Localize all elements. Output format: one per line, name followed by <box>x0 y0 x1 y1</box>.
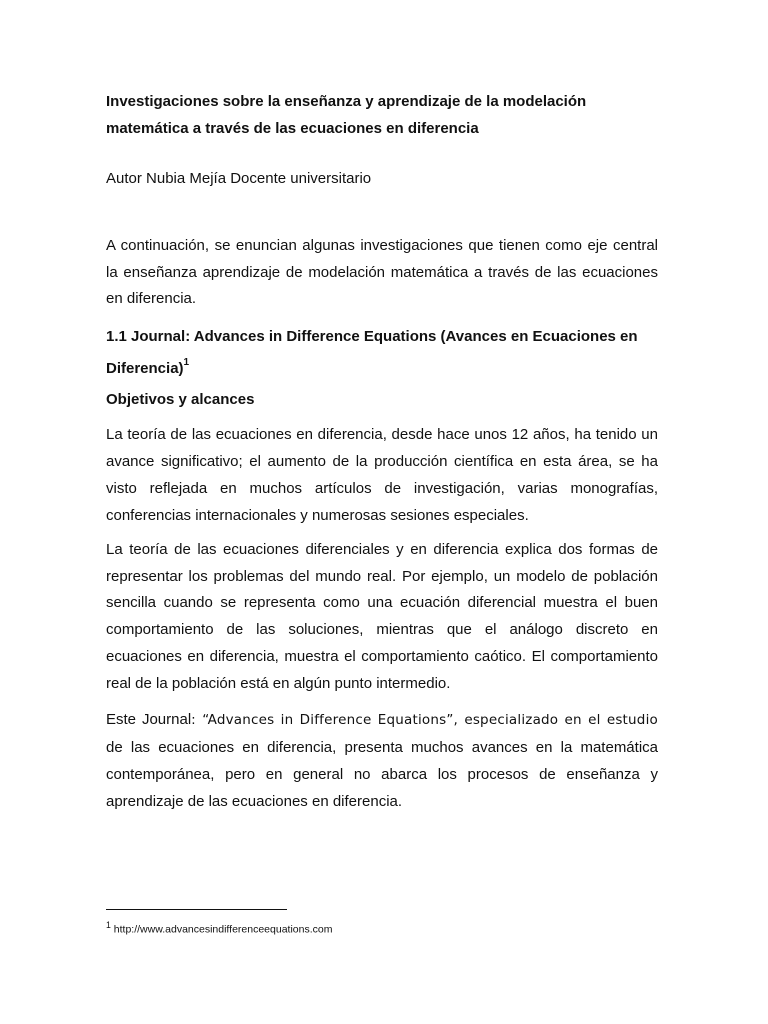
footnote-mark: 1 <box>106 920 111 930</box>
author-line: Autor Nubia Mejía Docente universitario <box>106 170 372 187</box>
body-paragraph-3 <box>106 706 658 815</box>
paragraph-3-quoted: : “Advances in Difference Equations”, especializado en el estudio <box>191 712 658 728</box>
section-heading-text: 1.1 Journal: Advances in Difference Equations (Avances en Ecuaciones en Diferencia) <box>106 328 638 377</box>
footnote <box>106 918 332 937</box>
intro-paragraph: A continuación, se enuncian algunas investigaciones que tienen como eje central la enseñanza aprendizaje de modelación matemática a través de las ecuaciones en diferencia. <box>106 237 658 307</box>
footnote-url-link[interactable]: http://www.advancesindifferenceequations.com <box>110 923 333 936</box>
document-title: Investigaciones sobre la enseñanza y aprendizaje de la modelación matemática a través de las ecuaciones en diferencia <box>106 93 587 137</box>
paragraph-3-lead: Este Journal <box>106 711 192 728</box>
body-paragraph-1: La teoría de las ecuaciones en diferencia, desde hace unos 12 años, ha tenido un avance significativo; el aumento de la producción científica en esta área, se ha visto reflejada en muchos artículos de investigación, varias monografías, conferencias internacionales y numerosas sesiones especiales. <box>106 426 658 524</box>
footnote-reference[interactable]: 1 <box>183 357 190 368</box>
paragraph-3-rest: de las ecuaciones en diferencia, presenta muchos avances en la matemática contemporánea, pero en general no abarca los procesos de enseñanza y aprendizaje de las ecuaciones en diferencia. <box>106 739 658 810</box>
footnote-divider <box>106 909 287 910</box>
subheading-objetivos: Objetivos y alcances <box>106 391 255 408</box>
body-paragraph-2: La teoría de las ecuaciones diferenciales y en diferencia explica dos formas de representar los problemas del mundo real. Por ejemplo, un modelo de población sencilla cuando se representa como una ecuación diferencial muestra el buen comportamiento de las soluciones, mientras que el análogo discreto en ecuaciones en diferencia, muestra el comportamiento caótico. El comportamiento real de la población está en algún punto intermedio. <box>106 541 658 692</box>
section-heading <box>106 321 658 385</box>
